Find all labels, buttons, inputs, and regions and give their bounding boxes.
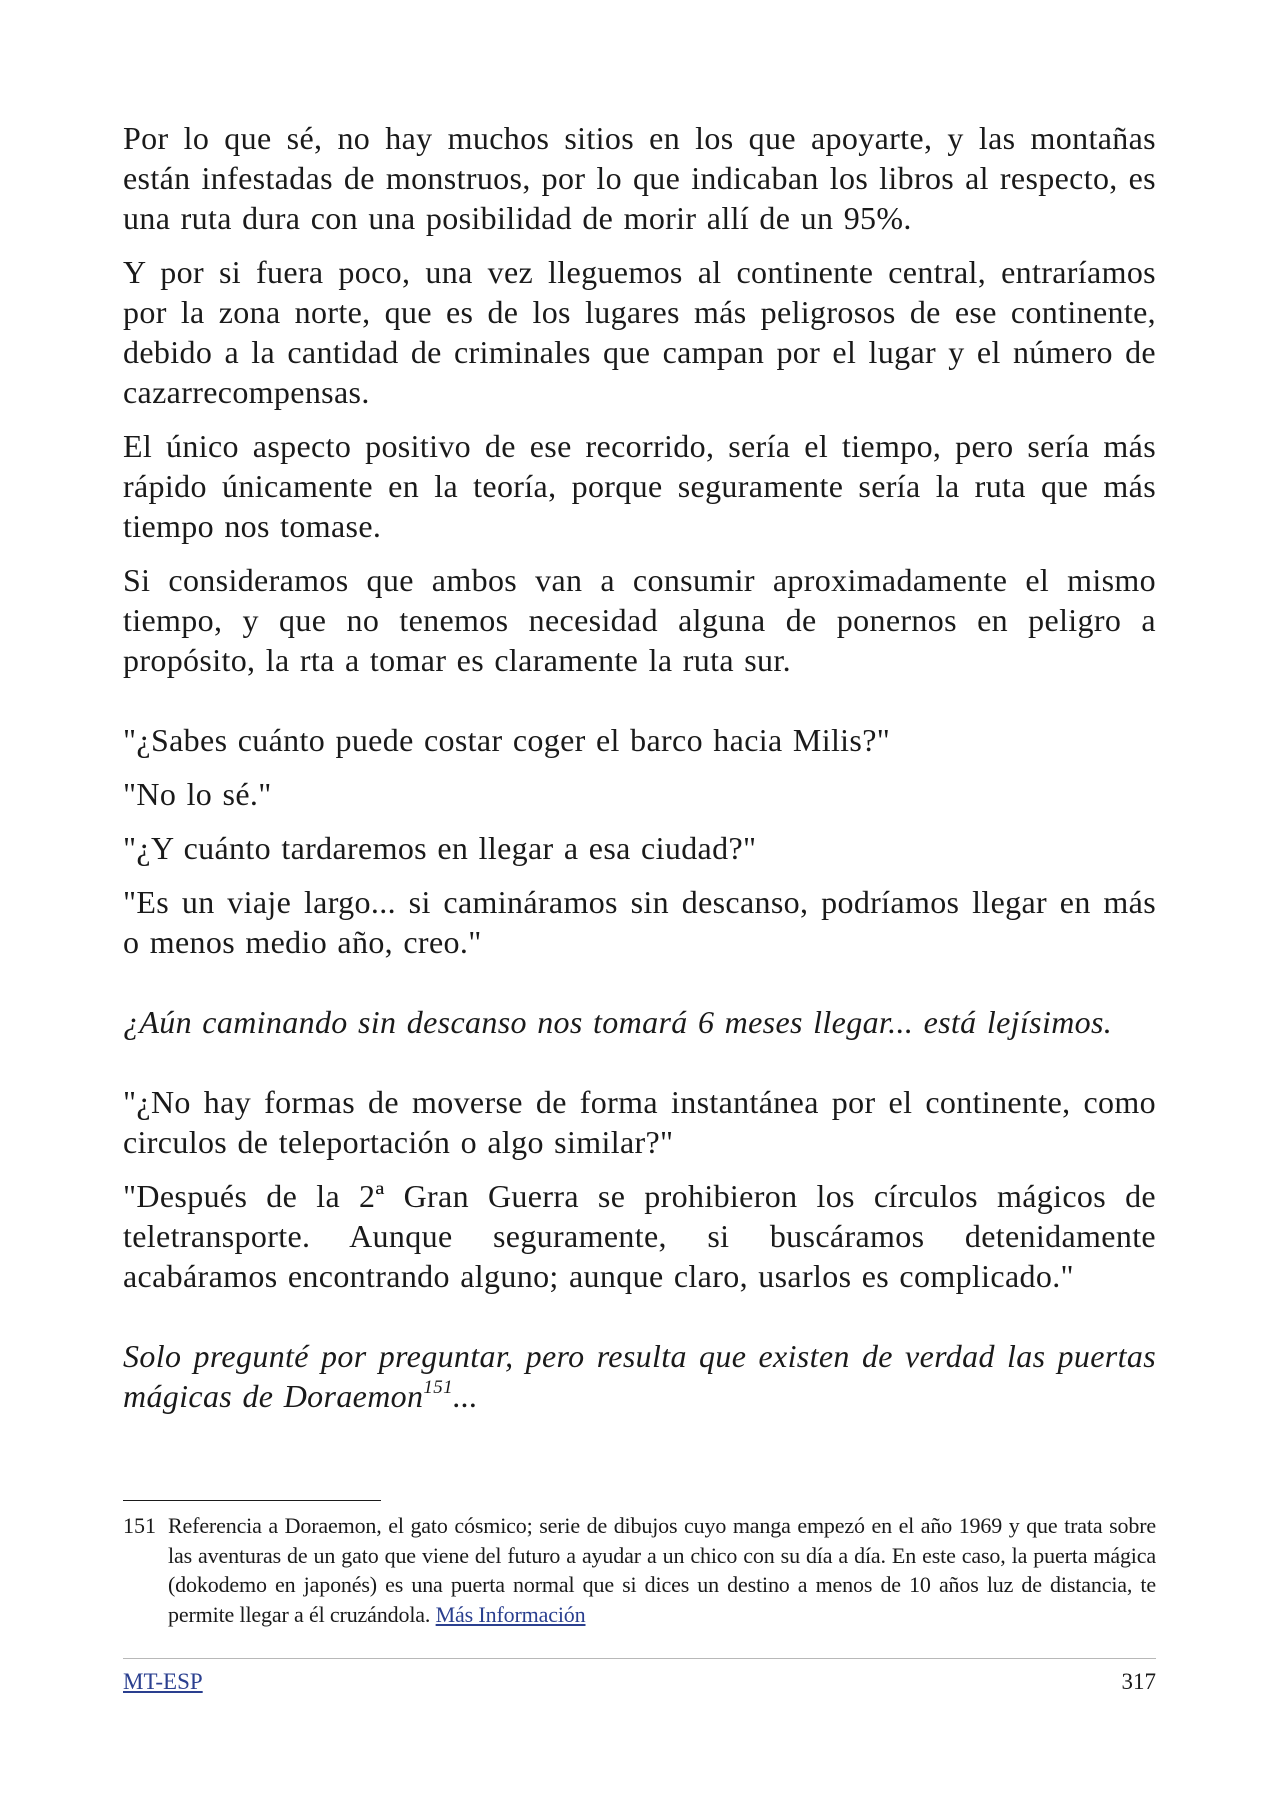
dialogue-line: "¿Y cuánto tardaremos en llegar a esa ciudad?": [123, 830, 757, 866]
more-info-link[interactable]: Más Información: [435, 1601, 586, 1627]
page-footer: [123, 1658, 1156, 1697]
footer-site-link[interactable]: MT-ESP: [123, 1669, 203, 1694]
ellipsis: ...: [452, 1378, 479, 1414]
inner-thought: ¿Aún caminando sin descanso nos tomará 6 meses llegar... está lejísimos.: [123, 1004, 1113, 1040]
dialogue-line: "Es un viaje largo... si camináramos sin descanso, podríamos llegar en más o menos medio año, creo.": [123, 884, 1156, 960]
page-number: 317: [1121, 1669, 1156, 1694]
paragraph: El único aspecto positivo de ese recorrido, sería el tiempo, pero sería más rápido únicamente en la teoría, porque seguramente sería la ruta que más tiempo nos tomase.: [123, 428, 1156, 544]
footnote: [123, 1511, 1156, 1629]
footnote-reference[interactable]: 151: [423, 1377, 453, 1398]
inner-thought-text: Solo pregunté por preguntar, pero resulta que existen de verdad las puertas mágicas de Doraemon: [123, 1338, 1156, 1414]
dialogue-line: "¿No hay formas de moverse de forma instantánea por el continente, como circulos de teleportación o algo similar?": [123, 1084, 1156, 1160]
paragraph: Y por si fuera poco, una vez lleguemos al continente central, entraríamos por la zona norte, que es de los lugares más peligrosos de ese continente, debido a la cantidad de criminales que campan por el lugar y el número de cazarrecompensas.: [123, 254, 1156, 410]
dialogue-line: "¿Sabes cuánto puede costar coger el barco hacia Milis?": [123, 722, 891, 758]
dialogue-line: "No lo sé.": [123, 776, 272, 812]
footnotes-section: [123, 1500, 1156, 1629]
page-body: [123, 118, 1156, 1430]
inner-thought-with-footnote: [123, 1336, 1156, 1416]
paragraph: Si consideramos que ambos van a consumir aproximadamente el mismo tiempo, y que no tenemos necesidad alguna de ponernos en peligro a propósito, la rta a tomar es claramente la ruta sur.: [123, 562, 1156, 678]
footnote-separator: [123, 1500, 381, 1501]
paragraph: Por lo que sé, no hay muchos sitios en los que apoyarte, y las montañas están infestadas de monstruos, por lo que indicaban los libros al respecto, es una ruta dura con una posibilidad de morir allí de un 95%.: [123, 120, 1156, 236]
dialogue-line: "Después de la 2ª Gran Guerra se prohibieron los círculos mágicos de teletransporte. Aunque seguramente, si buscáramos detenidamente acabáramos encontrando alguno; aunque claro, usarlos es complicado.": [123, 1178, 1156, 1294]
footnote-number: 151: [123, 1513, 156, 1538]
footnote-body: [168, 1511, 1156, 1629]
footnote-text: Referencia a Doraemon, el gato cósmico; serie de dibujos cuyo manga empezó en el año 1969 y que trata sobre las aventuras de un gato que viene del futuro a ayudar a un chico con su día a día. En este caso, la puerta mágica (dokodemo en japonés) es una puerta normal que si dices un destino a menos de 10 años luz de distancia, te permite llegar a él cruzándola.: [168, 1513, 1156, 1627]
